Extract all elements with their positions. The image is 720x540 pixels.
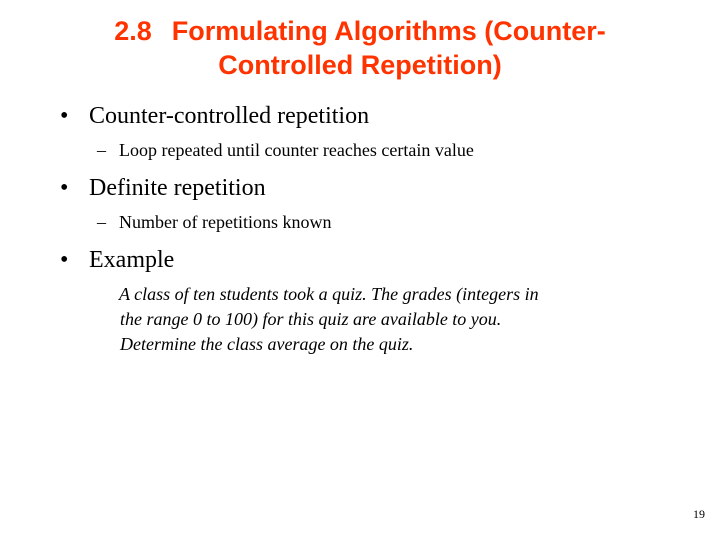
- dash-icon: –: [97, 140, 106, 160]
- example-line: Determine the class average on the quiz.: [120, 334, 414, 354]
- example-line: the range 0 to 100) for this quiz are available to you.: [120, 309, 502, 329]
- bullet-counter-controlled: [60, 101, 670, 131]
- sub-bullet-text: Loop repeated until counter reaches certain value: [119, 140, 474, 160]
- slide-title: [60, 14, 660, 82]
- bullet-icon: •: [60, 247, 69, 273]
- bullet-list: [60, 101, 670, 357]
- bullet-icon: •: [60, 103, 69, 129]
- page-number: 19: [693, 507, 705, 521]
- sub-bullet-loop-repeated: [60, 138, 670, 162]
- title-text-line-1: Formulating Algorithms (Counter-: [171, 16, 606, 46]
- title-text-line-2: Controlled Repetition): [218, 50, 502, 80]
- bullet-text: Example: [89, 247, 175, 273]
- bullet-example: [60, 245, 670, 275]
- bullet-text: Definite repetition: [89, 175, 266, 201]
- example-paragraph: [119, 282, 679, 357]
- sub-bullet-number-known: [60, 210, 670, 234]
- section-number: 2.8: [114, 16, 152, 46]
- sub-bullet-text: Number of repetitions known: [119, 212, 332, 232]
- bullet-text: Counter-controlled repetition: [89, 103, 370, 129]
- title-line-1: [60, 14, 660, 48]
- example-line: A class of ten students took a quiz. The grades (integers in: [119, 284, 539, 304]
- bullet-icon: •: [60, 175, 69, 201]
- bullet-definite-repetition: [60, 173, 670, 203]
- dash-icon: –: [97, 212, 106, 232]
